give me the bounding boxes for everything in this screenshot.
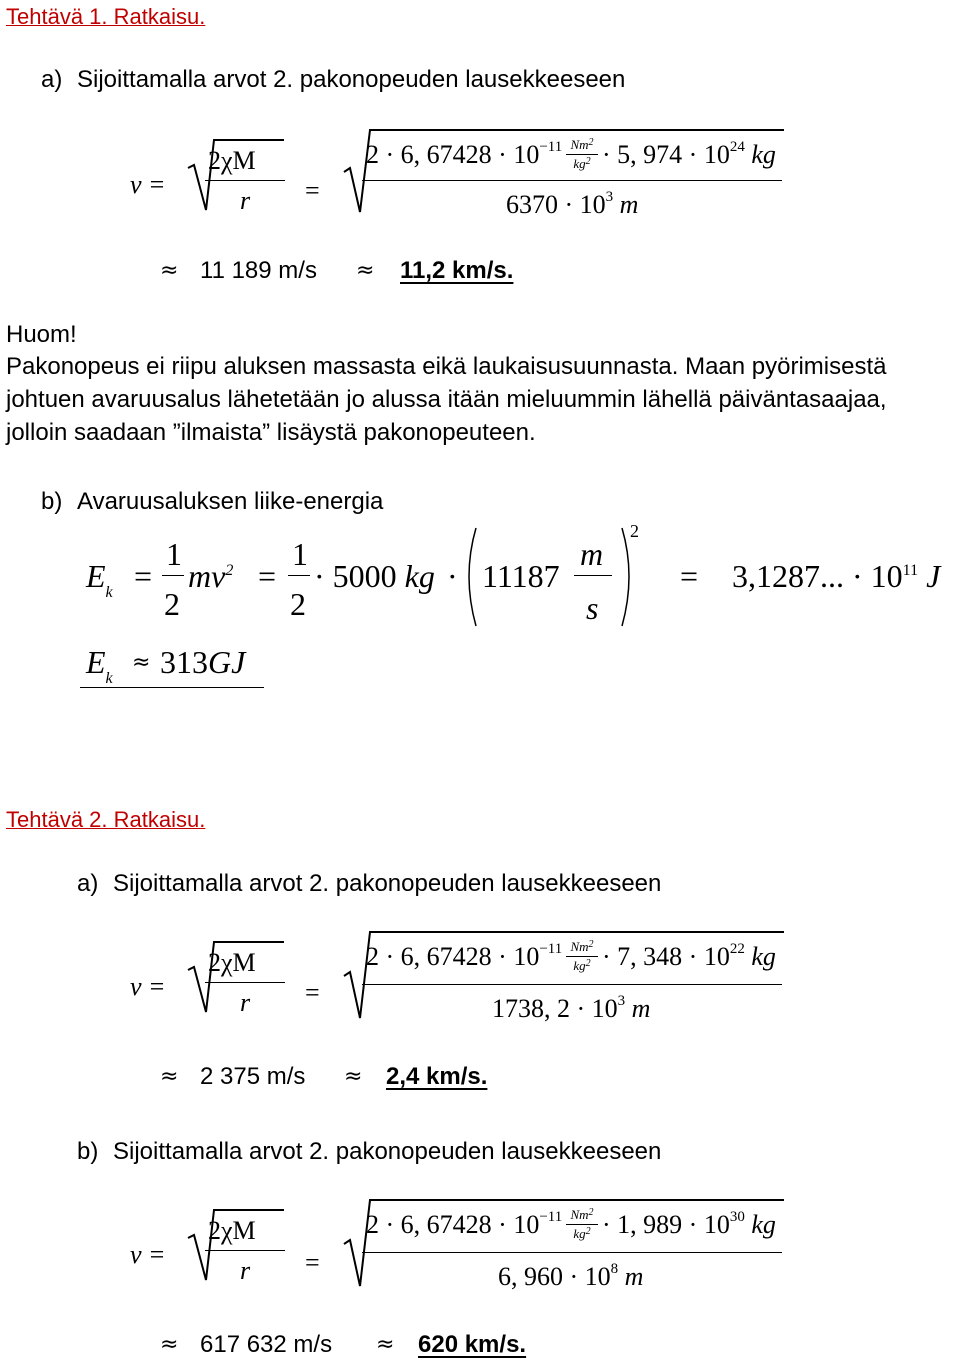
task1b-label: b): [41, 488, 63, 515]
task2b-numerator-2: · 1, $989 \cdot 10^{30}$ kg: [602, 1209, 776, 1239]
task1b-speed-unit-den: s: [586, 590, 599, 626]
task2-heading: Tehtävä 2. Ratkaisu.: [6, 807, 206, 832]
task1b-eq3: =: [680, 558, 699, 594]
task2b-approx-1: ≈: [160, 1332, 179, 1357]
note-line-1: Pakonopeus ei riipu aluksen massasta eikä laukaisusuunnasta. Maan pyörimisestä: [6, 353, 887, 380]
task1b-half2-den: 2: [290, 586, 306, 622]
task2b-label: b): [77, 1138, 99, 1165]
task2b-frac-den: r: [240, 1256, 251, 1285]
task2a-lhs: v =: [130, 972, 166, 1001]
task2b-numerator: 2 · 6, $67428 \cdot 10^{-11}$: [366, 1209, 563, 1239]
task1a-lhs: v =: [130, 170, 166, 199]
task2b-result-ms: 617 632 m/s: [200, 1331, 333, 1358]
task2a-unit-fraction: Nm$^2$ $kg^2$: [566, 940, 598, 973]
task1b-speed: 11187: [482, 558, 560, 594]
note-line-3: jolloin saadaan ”ilmaista” lisäystä pakonopeuteen.: [6, 419, 536, 446]
task2a-frac-den: r: [240, 988, 251, 1017]
task2b-unit-fraction: Nm$^2$ $kg^2$: [566, 1208, 598, 1241]
task2a-numerator: 2 · 6, $67428 \cdot 10^{-11}$: [366, 941, 563, 971]
task2b-lhs: v =: [130, 1240, 166, 1269]
task2b-frac-num: 2χM: [208, 1216, 256, 1245]
task1a-text: Sijoittamalla arvot 2. pakonopeuden lausekkeeseen: [77, 66, 626, 93]
task1b-eq1: =: [134, 558, 153, 594]
task1b-dot: ·: [447, 558, 458, 594]
task2a-approx-1: ≈: [160, 1064, 179, 1089]
task1a-eq: =: [305, 176, 320, 205]
task1a-result-kms: 11,2 km/s.: [400, 257, 514, 284]
task1b-ek: $E_k$: [86, 558, 113, 601]
task1b-eq2: =: [258, 558, 277, 594]
note-title: Huom!: [6, 321, 77, 348]
task1b-half-den: 2: [164, 586, 180, 622]
task1a-label: a): [41, 66, 63, 93]
task2a-result-ms: 2 375 m/s: [200, 1063, 306, 1090]
task1b-mass: · 5000 kg: [314, 558, 435, 594]
task2b-result-kms: 620 km/s.: [418, 1331, 527, 1358]
task1b-result: 3,1287... · $10^{11}$ J: [732, 558, 941, 594]
task1b-half2-num: 1: [292, 536, 308, 572]
task1a-numerator: 2 · 6, $67428 \cdot 10^{-11}$: [366, 139, 563, 169]
task1b-approx: ≈: [132, 650, 151, 675]
note-line-2: johtuen avaruusalus lähetetään jo alussa itään mieluummin lähellä päiväntasaajaa,: [6, 386, 887, 413]
task2a-approx-2: ≈: [344, 1064, 363, 1089]
task2a-result-kms: 2,4 km/s.: [386, 1063, 488, 1090]
task1b-ek2: $E_k$: [86, 644, 113, 687]
task2a-label: a): [77, 870, 99, 897]
task1-heading: Tehtävä 1. Ratkaisu.: [6, 4, 206, 29]
task1a-approx-1: ≈: [160, 258, 179, 283]
task1a-unit-fraction: Nm$^2$ $kg^2$: [566, 138, 598, 171]
task1a-result-ms: 11 189 m/s: [200, 257, 317, 284]
task2a-denominator: 1738, $2 \cdot 10^3$ m: [492, 993, 651, 1023]
task1b-text: Avaruusaluksen liike-energia: [77, 488, 384, 515]
task2a-eq: =: [305, 978, 320, 1007]
task2b-eq: =: [305, 1248, 320, 1277]
task2b-text: Sijoittamalla arvot 2. pakonopeuden lausekkeeseen: [113, 1138, 662, 1165]
task1a-numerator-2: · 5, $974 \cdot 10^{24}$ kg: [602, 139, 776, 169]
task1b-final: 313GJ: [160, 644, 246, 680]
task1a-approx-2: ≈: [356, 258, 375, 283]
task1b-paren-exp: 2: [630, 521, 639, 541]
task1a-frac-den: r: [240, 186, 251, 215]
task2b-approx-2: ≈: [376, 1332, 395, 1357]
task1b-mv: $mv^2$: [188, 558, 234, 594]
task2a-frac-num: 2χM: [208, 948, 256, 977]
task2a-numerator-2: · 7, $348 \cdot 10^{22}$ kg: [602, 941, 776, 971]
task1a-denominator: $6370 \cdot 10^3$ m: [506, 189, 639, 219]
task2b-denominator: 6, $960 \cdot 10^8$ m: [498, 1261, 644, 1291]
task2a-text: Sijoittamalla arvot 2. pakonopeuden lausekkeeseen: [113, 870, 662, 897]
task1b-half-num: 1: [166, 536, 182, 572]
task1a-frac-num: 2χM: [208, 146, 256, 175]
task1b-speed-unit-num: m: [580, 536, 604, 572]
